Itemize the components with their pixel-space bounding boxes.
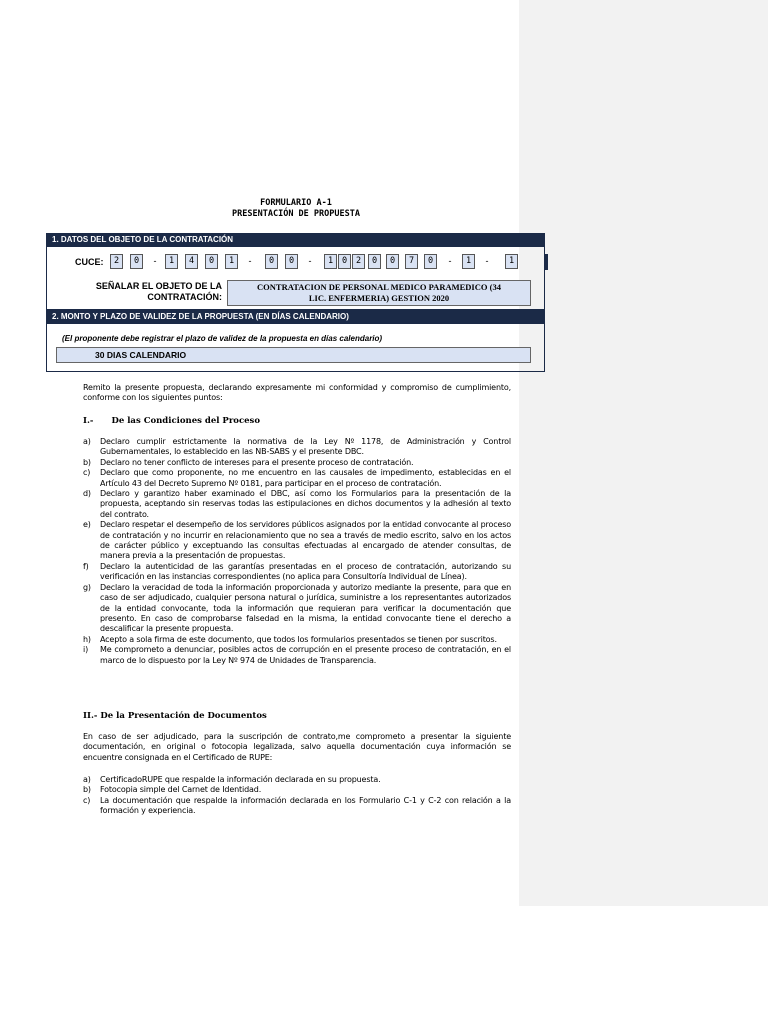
list-mark: h) <box>83 634 91 644</box>
cuce-digit: 0 <box>338 254 351 269</box>
list-item <box>83 785 511 795</box>
list-text: CertificadoRUPE que respalde la información declarada en su propuesta. <box>100 775 381 784</box>
list-item <box>83 583 511 635</box>
cuce-digit: 0 <box>130 254 143 269</box>
list-mark: c) <box>83 468 91 478</box>
cuce-digit: 4 <box>185 254 198 269</box>
part2-list <box>83 775 511 817</box>
validez-field: 30 DIAS CALENDARIO <box>56 347 531 363</box>
part2-heading: II.- De la Presentación de Documentos <box>83 711 267 721</box>
section1-header: 1. DATOS DEL OBJETO DE LA CONTRATACIÓN <box>46 233 545 247</box>
objeto-field <box>227 280 531 306</box>
list-text: Declaro y garantizo haber examinado el DBC, así como los Formularios para la presentación de la propuesta, aceptando sin reservas todas las estipulaciones en dichos documentos y la adhesión al texto del contrato. <box>100 489 511 519</box>
cuce-digit: 0 <box>424 254 437 269</box>
list-item <box>83 458 511 468</box>
cuce-digit: 0 <box>368 254 381 269</box>
cuce-separator: - <box>153 256 157 266</box>
list-mark: b) <box>83 785 91 795</box>
list-text: Me comprometo a denunciar, posibles actos de corrupción en el presente proceso de contratación, en el marco de lo dispuesto por la Ley Nº 974 de Unidades de Transparencia. <box>100 645 511 665</box>
form-subtitle: PRESENTACIÓN DE PROPUESTA <box>232 209 360 219</box>
part1-list <box>83 437 511 666</box>
list-text: Declaro cumplir estrictamente la normativa de la Ley Nº 1178, de Administración y Control Gubernamentales, lo establecido en las NB-SABS y el presente DBC. <box>100 437 511 457</box>
cuce-separator: - <box>485 256 489 266</box>
list-item <box>83 562 511 583</box>
list-text: Declaro que como proponente, no me encuentro en las causales de impedimento, establecidas en el Artículo 43 del Decreto Supremo Nº 0181, para participar en el proceso de contratación. <box>100 468 511 488</box>
cuce-digit: 2 <box>110 254 123 269</box>
intro-paragraph: Remito la presente propuesta, declarando expresamente mi conformidad y compromiso de cumplimiento, conforme con los siguientes puntos: <box>83 383 511 403</box>
list-item <box>83 468 511 489</box>
list-item <box>83 520 511 562</box>
list-item <box>83 645 511 666</box>
validez-note: (El proponente debe registrar el plazo de validez de la propuesta en días calendario) <box>62 334 383 343</box>
list-text: La documentación que respalde la información declarada en los Formulario C-1 y C-2 con relación a la formación y experiencia. <box>100 795 511 816</box>
cuce-separator: - <box>248 256 252 266</box>
cuce-digit: 1 <box>165 254 178 269</box>
list-item <box>83 775 511 785</box>
list-mark: a) <box>83 775 91 784</box>
list-item <box>83 635 511 645</box>
list-text: Declaro no tener conflicto de intereses para el presente proceso de contratación. <box>100 457 414 467</box>
list-mark: b) <box>83 457 91 467</box>
cuce-digit: 1 <box>462 254 475 269</box>
list-text: Declaro la veracidad de toda la información proporcionada y autorizo mediante la presente, para que en caso de ser adjudicado, cualquier persona natural o jurídica, suministre a los representantes autorizados de la entidad convocante, toda la información que requieran para verificar la documentación que presento. En caso de comprobarse falsedad en la misma, la entidad convocante tiene el derecho a descalificar la presente propuesta. <box>100 582 511 634</box>
cuce-separator: - <box>308 256 312 266</box>
cuce-digit: 2 <box>352 254 365 269</box>
section-edge-marker <box>545 254 548 270</box>
cuce-separator: - <box>448 256 452 266</box>
list-mark: f) <box>83 561 89 571</box>
cuce-digit: 0 <box>285 254 298 269</box>
part1-heading <box>83 416 260 426</box>
list-mark: i) <box>83 645 89 655</box>
part1-heading-text: De las Condiciones del Proceso <box>111 416 260 426</box>
list-text: Fotocopia simple del Carnet de Identidad. <box>100 785 262 795</box>
section2-header: 2. MONTO Y PLAZO DE VALIDEZ DE LA PROPUESTA (EN DÍAS CALENDARIO) <box>46 310 545 324</box>
cuce-digit: 0 <box>205 254 218 269</box>
objeto-label-line1: SEÑALAR EL OBJETO DE LA <box>95 281 222 291</box>
list-mark: e) <box>83 520 91 530</box>
list-mark: c) <box>83 795 91 805</box>
list-mark: g) <box>83 582 91 592</box>
list-mark: d) <box>83 489 91 499</box>
list-item <box>83 489 511 520</box>
list-mark: a) <box>83 437 91 446</box>
form-title: FORMULARIO A-1 <box>260 198 332 208</box>
list-item <box>83 437 511 458</box>
list-item <box>83 796 511 817</box>
part2-intro: En caso de ser adjudicado, para la suscripción de contrato,me comprometo a presentar la siguiente documentación, en original o fotocopia legalizada, salvo aquella documentación cuya información se encuentre consignada en el Certificado de RUPE: <box>83 732 511 762</box>
list-text: Acepto a sola firma de este documento, que todos los formularios presentados se tienen por suscritos. <box>100 634 497 644</box>
cuce-digit: 7 <box>405 254 418 269</box>
cuce-label: CUCE: <box>75 257 104 267</box>
cuce-digit: 0 <box>265 254 278 269</box>
objeto-value-line1: CONTRATACION DE PERSONAL MEDICO PARAMEDICO (34 <box>257 282 501 292</box>
list-text: Declaro la autenticidad de las garantías presentadas en el proceso de contratación, autorizando su verificación en las instancias correspondientes (no aplica para Consultoría Individual de Línea). <box>100 561 511 582</box>
objeto-label-line2: CONTRATACIÓN: <box>147 291 222 302</box>
comment-sidebar <box>519 0 768 906</box>
objeto-label <box>82 281 222 302</box>
cuce-digit: 1 <box>505 254 518 269</box>
cuce-digit: 1 <box>324 254 337 269</box>
objeto-value-line2: LIC. ENFERMERIA) GESTION 2020 <box>308 293 450 303</box>
part1-heading-num: I.- <box>83 416 94 426</box>
cuce-digit: 0 <box>386 254 399 269</box>
cuce-digit: 1 <box>225 254 238 269</box>
list-text: Declaro respetar el desempeño de los servidores públicos asignados por la entidad convocante al proceso de contratación y no incurrir en relacionamiento que no sea a través de medio escrito, salvo en los actos de carácter público y exceptuando las consultas efectuadas al encargado de atender consultas, de manera previa a la presentación de propuestas. <box>100 520 511 561</box>
